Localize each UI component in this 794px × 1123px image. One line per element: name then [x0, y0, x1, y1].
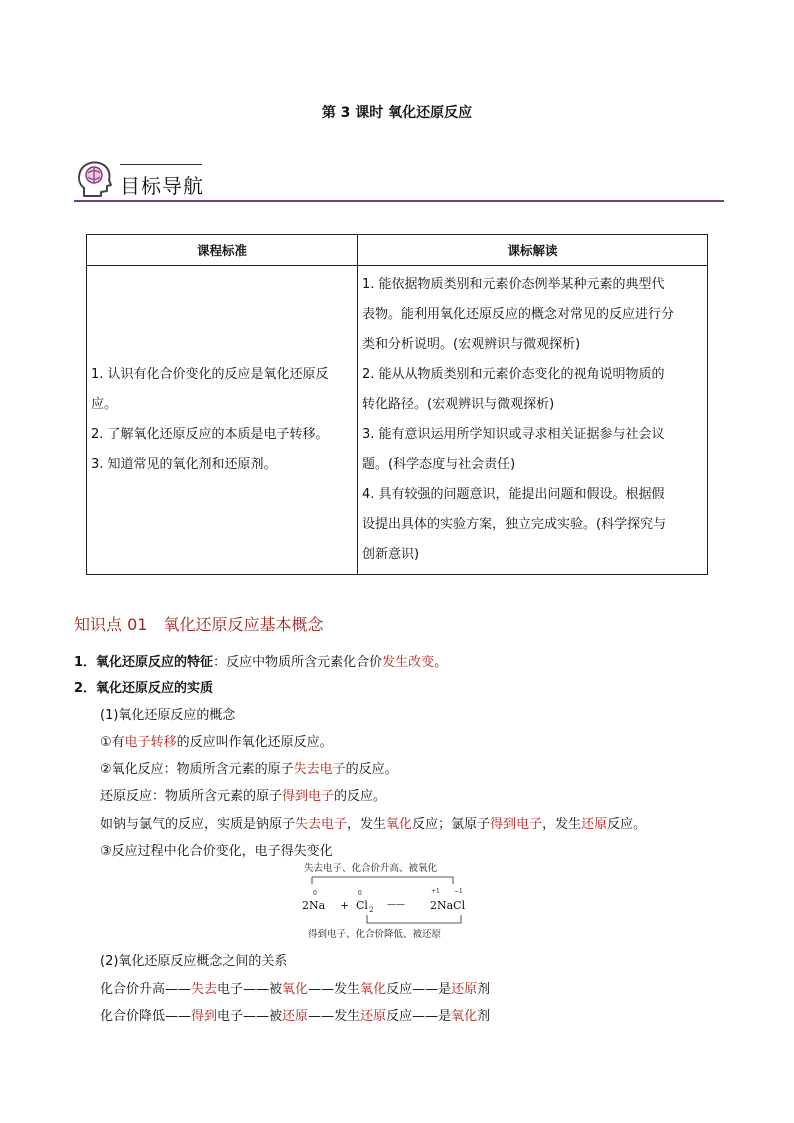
text: ②氧化反应：物质所含元素的原子: [100, 762, 294, 777]
decrease-relation: [100, 1005, 490, 1024]
electron-transfer-equation: [290, 860, 490, 942]
goal-navigation-header: [74, 158, 724, 204]
text: 反应；氯原子: [412, 817, 491, 832]
lower-bracket: [367, 915, 461, 923]
subheading-concept: (1)氧化还原反应的概念: [100, 708, 236, 723]
text: 还原反应：物质所含元素的原子: [100, 789, 283, 804]
key-term: 发生改变: [382, 655, 435, 670]
text: ——发生: [308, 982, 361, 997]
interpretation-cell: [358, 266, 708, 575]
reactant-chlorine: Cl: [356, 899, 368, 912]
oxidation-state-cl: 0: [358, 890, 362, 897]
increase-relation: [100, 978, 490, 997]
key-term: 得到电子: [490, 817, 543, 832]
key-term: 氧化: [282, 982, 309, 997]
text: 化合价降低——: [100, 1009, 192, 1024]
table-header-row: [87, 235, 708, 266]
cell-line: 2. 了解氧化还原反应的本质是电子转移。: [91, 427, 329, 442]
reduction-definition: [100, 785, 386, 804]
cell-line: 转化路径。(宏观辨识与微观探析): [362, 397, 555, 412]
cell-line: 3. 能有意识运用所学知识或寻求相关证据参与社会议: [362, 427, 665, 442]
key-term: 失去电子: [293, 762, 346, 777]
oxidation-state-cl-minus: −1: [454, 888, 463, 895]
text: ，发生: [347, 817, 387, 832]
gain-label: 得到电子、化合价降低、被还原: [308, 929, 442, 940]
cell-line: 表物。能利用氧化还原反应的概念对常见的反应进行分: [362, 307, 675, 322]
point-1: [74, 651, 447, 670]
key-term: 得到电子: [282, 789, 335, 804]
table-row: [87, 266, 708, 575]
heading-rule: [74, 200, 724, 202]
product-nacl: 2NaCl: [430, 899, 466, 912]
text: 。: [434, 655, 448, 670]
key-term: 失去电子: [295, 817, 348, 832]
text: 化合价升高——: [100, 982, 192, 997]
text: 的反应。: [345, 762, 398, 777]
text: 的反应叫作氧化还原反应。: [176, 735, 333, 750]
key-term: 还原: [581, 817, 608, 832]
text: ，发生: [542, 817, 582, 832]
text: 剂: [477, 1009, 491, 1024]
point-2: [74, 677, 213, 696]
heading-overline: [120, 164, 202, 165]
loss-label: 失去电子、化合价升高、被氧化: [304, 863, 438, 874]
key-term: 还原: [451, 982, 478, 997]
text: ：反应中物质所含元素化合价: [213, 655, 383, 670]
upper-bracket: [312, 877, 453, 884]
oxidation-state-na: 0: [313, 890, 317, 897]
text: 的反应。: [334, 789, 387, 804]
col-header-standard: 课程标准: [87, 235, 358, 266]
point-number: 1．: [74, 655, 97, 670]
oxidation-state-na-plus: +1: [431, 888, 440, 895]
key-term: 得到: [191, 1009, 218, 1024]
key-term: 还原: [282, 1009, 309, 1024]
point-heading: 氧化还原反应的实质: [96, 681, 214, 696]
cell-line: 应。: [91, 397, 118, 412]
cell-line: 1. 认识有化合价变化的反应是氧化还原反: [91, 367, 329, 382]
section-heading: 目标导航: [120, 174, 204, 198]
subheading-relationship: (2)氧化还原反应概念之间的关系: [100, 954, 288, 969]
col-header-interpretation: 课标解读: [358, 235, 708, 266]
knowledge-point-heading: [74, 612, 323, 635]
key-term: 失去: [191, 982, 218, 997]
text: 电子——被: [217, 982, 283, 997]
knowledge-point-title: 氧化还原反应基本概念: [163, 615, 324, 634]
cell-line: 创新意识): [362, 547, 420, 562]
text: 剂: [477, 982, 491, 997]
plus-sign: +: [340, 899, 350, 912]
reactant-sodium: 2Na: [302, 899, 326, 912]
cell-line: 4. 具有较强的问题意识，能提出问题和假设。根据假: [362, 487, 665, 502]
text: ①有: [100, 735, 125, 750]
change-heading: ③反应过程中化合价变化，电子得失变化: [100, 844, 333, 859]
cell-line: 类和分析说明。(宏观辨识与微观探析): [362, 337, 581, 352]
cell-line: 设提出具体的实验方案，独立完成实验。(科学探究与: [362, 517, 667, 532]
key-term: 还原: [360, 1009, 387, 1024]
cell-line: 2. 能从从物质类别和元素价态变化的视角说明物质的: [362, 367, 665, 382]
key-term: 氧化: [386, 817, 413, 832]
text: ——发生: [308, 1009, 361, 1024]
definition-line: [100, 731, 333, 750]
page-title: 第 3 课时 氧化还原反应: [321, 105, 473, 121]
text: 如钠与氯气的反应，实质是钠原子: [100, 817, 296, 832]
oxidation-definition: [100, 758, 398, 777]
cell-line: 3. 知道常见的氧化剂和还原剂。: [91, 457, 277, 472]
cell-line: 题。(科学态度与社会责任): [362, 457, 516, 472]
brain-head-icon: [76, 160, 114, 200]
point-heading: 氧化还原反应的特征: [96, 655, 214, 670]
curriculum-table: [86, 234, 708, 575]
text: 反应。: [607, 817, 647, 832]
key-term: 氧化: [360, 982, 387, 997]
chlorine-subscript: 2: [369, 906, 374, 914]
point-number: 2．: [74, 681, 97, 696]
cell-line: 1. 能依据物质类别和元素价态例举某种元素的典型代: [362, 277, 665, 292]
text: 反应——是: [386, 982, 452, 997]
reaction-arrow: ——: [387, 900, 405, 910]
key-term: 电子转移: [124, 735, 177, 750]
sodium-chlorine-example: [100, 813, 646, 832]
key-term: 氧化: [451, 1009, 478, 1024]
knowledge-point-label: 知识点 01: [74, 615, 148, 634]
text: 电子——被: [217, 1009, 283, 1024]
text: 反应——是: [386, 1009, 452, 1024]
standard-cell: [87, 266, 358, 575]
